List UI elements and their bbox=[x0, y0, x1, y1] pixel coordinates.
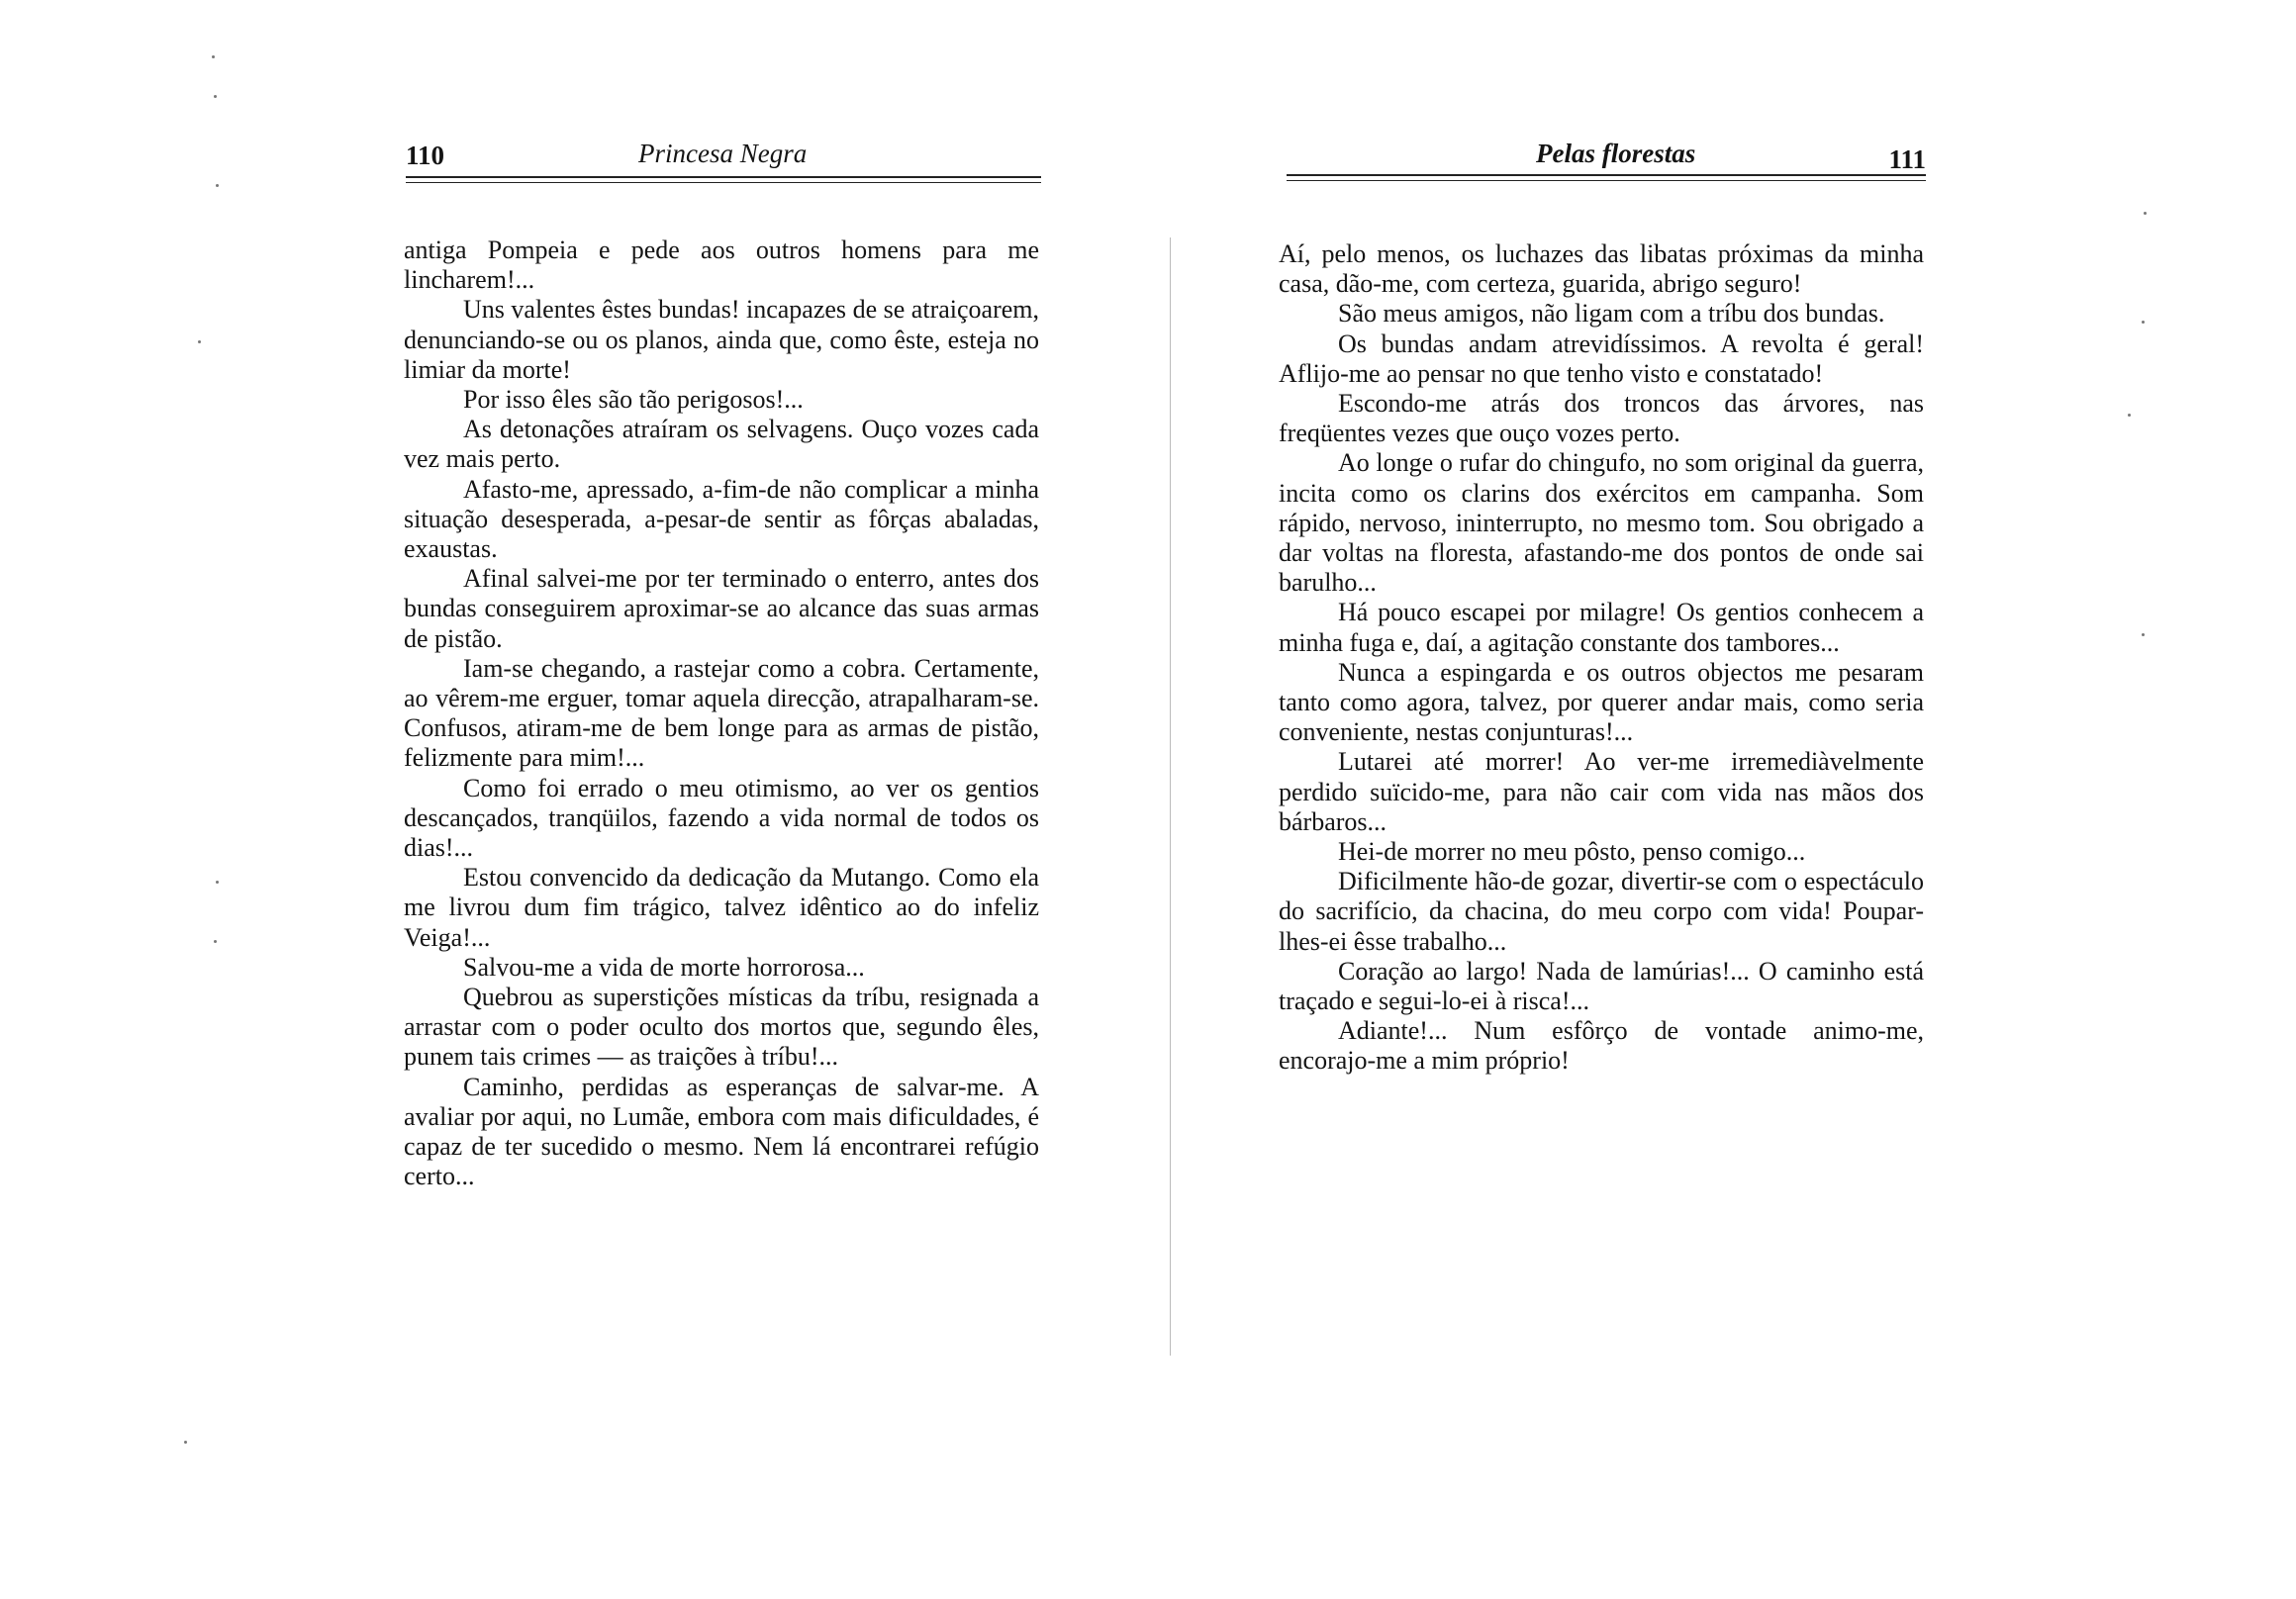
right-page bbox=[1148, 0, 2296, 1599]
scan-speck bbox=[214, 940, 217, 943]
left-page-body bbox=[404, 235, 1039, 1192]
page-number: 110 bbox=[406, 141, 445, 170]
header-rule bbox=[1287, 180, 1926, 181]
paragraph: Afasto-me, apressado, a-fim-de não complicar a minha situação desesperada, a-pesar-de sentir as fôrças abaladas, exaustas. bbox=[404, 474, 1039, 564]
scan-speck bbox=[2128, 414, 2131, 417]
left-page-header bbox=[406, 137, 1041, 176]
paragraph: Escondo-me atrás dos troncos das árvores, nas freqüentes vezes que ouço vozes perto. bbox=[1279, 389, 1924, 448]
paragraph: Quebrou as superstições místicas da tríbu, resignada a arrastar com o poder oculto dos mortos que, segundo êles, punem tais crimes — as traições à tríbu!... bbox=[404, 983, 1039, 1072]
paragraph: Lutarei até morrer! Ao ver-me irremediàvelmente perdido suïcido-me, para não cair com vida nas mãos dos bárbaros... bbox=[1279, 747, 1924, 836]
scan-speck bbox=[2142, 321, 2145, 324]
paragraph: Caminho, perdidas as esperanças de salvar-me. A avaliar por aqui, no Lumãe, embora com mais dificuldades, é capaz de ter sucedido o mesmo. Nem lá encontrarei refúgio certo... bbox=[404, 1072, 1039, 1191]
scan-speck bbox=[184, 1441, 187, 1444]
header-rule bbox=[406, 176, 1041, 178]
paragraph: Hei-de morrer no meu pôsto, penso comigo... bbox=[1338, 837, 1806, 867]
paragraph: As detonações atraíram os selvagens. Ouço vozes cada vez mais perto. bbox=[404, 415, 1039, 474]
running-title: Pelas florestas bbox=[1536, 139, 1696, 168]
paragraph: Aí, pelo menos, os luchazes das libatas próximas da minha casa, dão-me, com certeza, guarida, abrigo seguro! bbox=[1279, 239, 1924, 299]
scan-speck bbox=[214, 95, 217, 98]
paragraph: Adiante!... Num esfôrço de vontade animo-me, encorajo-me a mim próprio! bbox=[1279, 1016, 1924, 1076]
page-number: 111 bbox=[1888, 144, 1926, 174]
paragraph: Coração ao largo! Nada de lamúrias!... O caminho está traçado e segui-lo-ei à risca!... bbox=[1279, 956, 1924, 1016]
running-title: Princesa Negra bbox=[638, 139, 808, 168]
right-page-header bbox=[1287, 137, 1926, 176]
paragraph: Nunca a espingarda e os outros objectos me pesaram tanto como agora, talvez, por querer andar mais, como seria conveniente, nestas conjunturas!... bbox=[1279, 657, 1924, 747]
paragraph: Dificilmente hão-de gozar, divertir-se com o espectáculo do sacrifício, da chacina, do meu corpo com vida! Poupar-lhes-ei êsse trabalho... bbox=[1279, 867, 1924, 956]
header-rule bbox=[1287, 174, 1926, 176]
scan-speck bbox=[212, 55, 215, 58]
paragraph: Ao longe o rufar do chingufo, no som original da guerra, incita como os clarins dos exércitos em campanha. Som rápido, nervoso, ininterrupto, no mesmo tom. Sou obrigado a dar voltas na floresta, afastando-me dos pontos de onde sai barulho... bbox=[1279, 448, 1924, 598]
header-rule bbox=[406, 182, 1041, 183]
paragraph: Salvou-me a vida de morte horrorosa... bbox=[463, 952, 865, 982]
paragraph: São meus amigos, não ligam com a tríbu dos bundas. bbox=[1338, 299, 1885, 329]
scan-speck bbox=[2144, 212, 2147, 215]
paragraph: Uns valentes êstes bundas! incapazes de se atraiçoarem, denunciando-se ou os planos, ainda que, como êste, esteja no limiar da morte! bbox=[404, 295, 1039, 384]
scan-speck bbox=[216, 184, 219, 187]
paragraph: Estou convencido da dedicação da Mutango. Como ela me livrou dum fim trágico, talvez idêntico ao do infeliz Veiga!... bbox=[404, 863, 1039, 952]
scan-speck bbox=[216, 881, 219, 884]
paragraph: Afinal salvei-me por ter terminado o enterro, antes dos bundas conseguirem aproximar-se ao alcance das suas armas de pistão. bbox=[404, 564, 1039, 653]
paragraph: antiga Pompeia e pede aos outros homens para me lincharem!... bbox=[404, 235, 1039, 295]
scan-speck bbox=[2142, 633, 2145, 636]
paragraph: Iam-se chegando, a rastejar como a cobra. Certamente, ao vêrem-me erguer, tomar aquela direcção, atrapalharam-se. Confusos, atiram-me de bem longe para as armas de pistão, felizmente para mim!... bbox=[404, 653, 1039, 773]
paragraph: Como foi errado o meu otimismo, ao ver os gentios descançados, tranqüilos, fazendo a vida normal de todos os dias!... bbox=[404, 773, 1039, 863]
paragraph: Por isso êles são tão perigosos!... bbox=[463, 385, 804, 415]
scan-speck bbox=[198, 340, 201, 343]
right-page-body bbox=[1279, 239, 1924, 1077]
paragraph: Os bundas andam atrevidíssimos. A revolta é geral! Aflijo-me ao pensar no que tenho visto e constatado! bbox=[1279, 329, 1924, 388]
paragraph: Há pouco escapei por milagre! Os gentios conhecem a minha fuga e, daí, a agitação constante dos tambores... bbox=[1279, 598, 1924, 657]
